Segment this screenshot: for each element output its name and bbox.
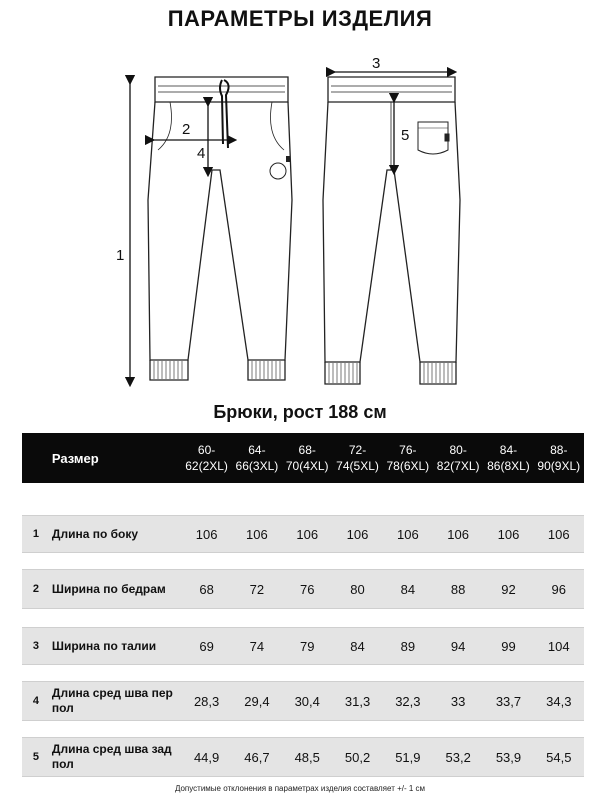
size-column-header: 84- 86(8XL)	[487, 443, 530, 473]
product-subtitle: Брюки, рост 188 см	[213, 402, 387, 422]
tolerance-footnote: Допустимые отклонения в параметрах изделия составляет +/- 1 см	[174, 784, 426, 793]
size-column-header: 60- 62(2XL)	[185, 443, 228, 473]
table-row: 4 Длина сред шва пер пол 28,3 29,4 30,4 31,3 32,3 33 33,7 34,3	[22, 681, 584, 721]
dimension-label-4: 4	[197, 145, 206, 162]
table-row: 1 Длина по боку 106 106 106 106 106 106 106 106	[22, 515, 584, 553]
size-table	[22, 433, 584, 777]
dimension-label-3: 3	[372, 55, 381, 72]
table-row: 3 Ширина по талии 69 74 79 84 89 94 99 104	[22, 627, 584, 665]
table-header	[22, 433, 584, 483]
logo-patch-icon	[270, 156, 290, 179]
back-pocket-icon	[418, 122, 449, 154]
size-column-header: 68- 70(4XL)	[285, 443, 329, 473]
garment-technical-drawing	[0, 40, 600, 400]
size-column-header: 80- 82(7XL)	[436, 443, 480, 473]
size-column-header: 88- 90(9XL)	[537, 443, 581, 473]
table-row: 2 Ширина по бедрам 68 72 76 80 84 88 92 96	[22, 569, 584, 609]
dimension-label-2: 2	[182, 121, 191, 138]
pants-back-icon	[323, 77, 460, 384]
size-column-header: 72- 74(5XL)	[336, 443, 379, 473]
dimension-label-1: 1	[116, 247, 125, 264]
dimension-label-5: 5	[401, 127, 410, 144]
size-column-header: 76- 78(6XL)	[386, 443, 430, 473]
table-row: 5 Длина сред шва зад пол 44,9 46,7 48,5 50,2 51,9 53,2 53,9 54,5	[22, 737, 584, 777]
page-title: ПАРАМЕТРЫ ИЗДЕЛИЯ	[167, 6, 433, 31]
pants-front-icon	[148, 77, 292, 380]
size-column-header: 64- 66(3XL)	[235, 443, 279, 473]
header-size-label: Размер	[51, 450, 99, 466]
